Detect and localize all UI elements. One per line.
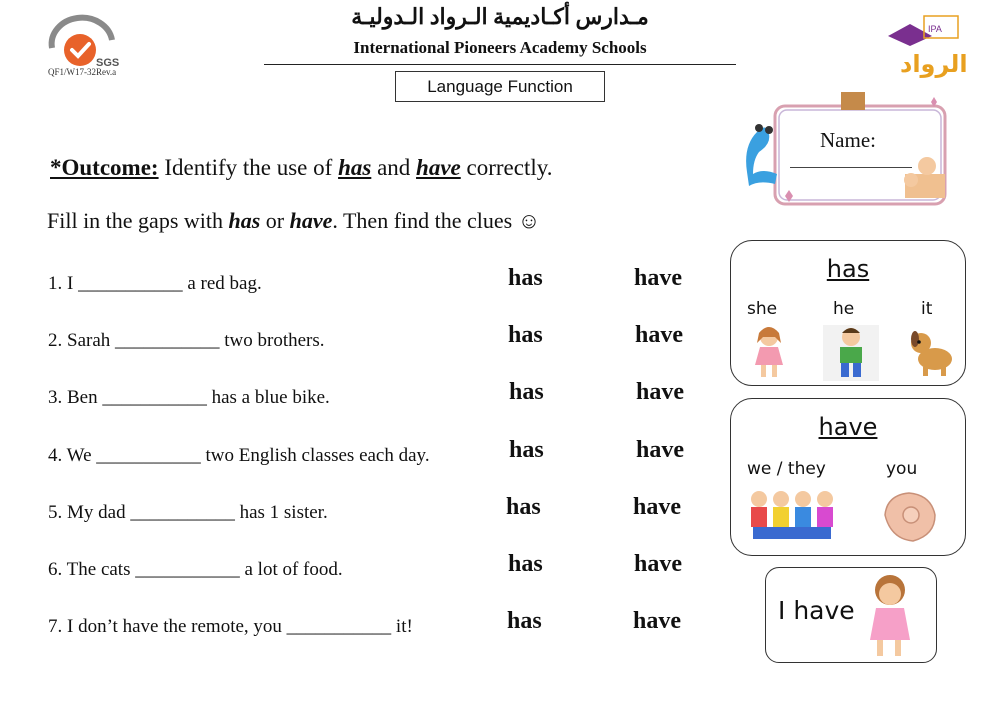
instruction-keyword-has: has [228,208,261,233]
question-text: 4. We ___________ two English classes each day. [48,445,430,466]
question-row-2 [48,322,708,358]
subject-title-box: Language Function [395,71,605,102]
girl-pointing-self-illustration [864,570,920,662]
form-code: QF1/W17-32Rev.a [48,67,117,77]
pronoun-you: you [886,459,918,479]
outcome-text-after: correctly. [460,155,553,180]
option-has[interactable]: has [506,494,541,520]
question-row-4 [48,437,708,473]
school-name-english: International Pioneers Academy Schools [353,38,647,57]
instruction-keyword-have: have [289,208,333,233]
clue-card-i-have [765,567,937,663]
clue-card-title: has [826,255,870,283]
option-have[interactable]: have [634,551,682,577]
pointing-hand-illustration [879,485,941,547]
question-row-3 [48,379,708,415]
clue-card-have [730,398,966,556]
option-have[interactable]: have [633,494,681,520]
instruction-text-before: Fill in the gaps with [47,208,229,233]
question-text: 6. The cats ___________ a lot of food. [48,559,343,580]
clue-card-title: have [818,413,878,441]
pronoun-we-they: we / they [747,459,826,479]
instruction-text-middle: or [260,208,290,233]
option-has[interactable]: has [508,551,543,577]
i-have-label: I have [778,596,855,625]
clue-card-has [730,240,966,386]
option-has[interactable]: has [509,437,544,463]
outcome-text-middle: and [371,155,417,180]
question-text: 2. Sarah ___________ two brothers. [48,330,325,351]
question-row-5 [48,494,708,530]
option-has[interactable]: has [508,265,543,291]
question-text: 3. Ben ___________ has a blue bike. [48,387,330,408]
outcome-keyword-have: have [416,155,461,180]
pronoun-it: it [921,299,933,319]
option-has[interactable]: has [508,322,543,348]
question-row-7 [48,608,708,644]
logo-arabic-text: الرواد [900,50,968,78]
group-of-children-illustration [745,487,841,545]
pronoun-she: she [747,299,778,319]
option-have[interactable]: have [635,322,683,348]
option-have[interactable]: have [634,265,682,291]
question-row-1 [48,265,708,301]
logo-latin-text: IPA [928,24,942,34]
sgs-text: SGS [96,57,120,69]
question-text: 7. I don’t have the remote, you ___________ it! [48,616,413,637]
boy-illustration [823,325,879,381]
option-has[interactable]: has [509,379,544,405]
pronoun-he: he [833,299,855,319]
question-text: 5. My dad ___________ has 1 sister. [48,502,328,523]
question-text: 1. I ___________ a red bag. [48,273,262,294]
option-has[interactable]: has [507,608,542,634]
name-label: Name: [820,128,876,152]
dog-illustration [907,327,957,379]
question-row-6 [48,551,708,587]
instruction-text [47,208,540,234]
pioneers-academy-logo [880,12,968,84]
sgs-certification-logo [44,18,124,74]
girl-illustration [747,325,791,381]
outcome-text-before: Identify the use of [158,155,339,180]
option-have[interactable]: have [633,608,681,634]
header-divider [264,64,736,65]
option-have[interactable]: have [636,437,684,463]
outcome-statement [50,155,552,181]
name-input-line[interactable] [790,167,912,168]
outcome-label: *Outcome: [50,155,159,180]
outcome-keyword-has: has [338,155,372,180]
school-name-arabic: مـدارس أكـاديمية الـرواد الـدوليـة [351,4,649,29]
option-have[interactable]: have [636,379,684,405]
instruction-text-after: . Then find the clues ☺ [332,208,541,233]
